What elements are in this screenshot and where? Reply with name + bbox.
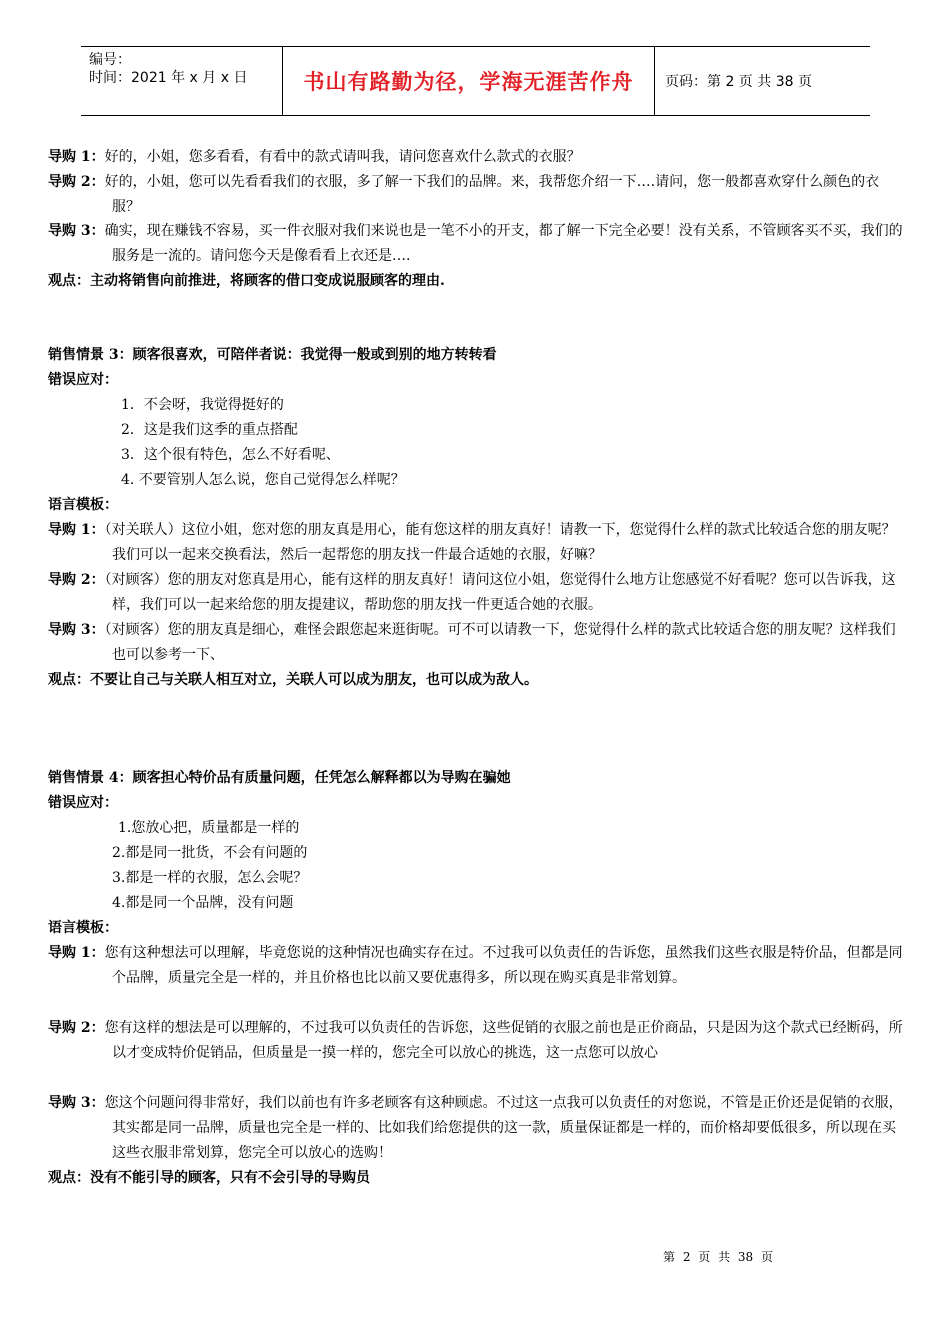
s2-guide-2-label: 导购 2： [48,174,105,190]
s3-wrong-item-3: 3．这个很有特色，怎么不好看呢、 [121,447,340,463]
s4-guide-1 [48,941,904,991]
s3-wrong-label: 错误应对： [48,372,118,388]
s2-guide-3 [48,219,904,269]
s4-wrong-label: 错误应对： [48,795,118,811]
s4-guide-2 [48,1016,904,1066]
s3-wrong-item-1: 1．不会呀，我觉得挺好的 [121,397,284,413]
s3-guide-3 [48,618,904,668]
header-motto-cell [283,47,655,115]
page-footer: 第 2 页 共 38 页 [663,1250,773,1264]
s4-guide-1-text: 您有这种想法可以理解，毕竟您说的这种情况也确实存在过。不过我可以负责任的告诉您，虽然我们这些衣服是特价品，但都是同个品牌，质量完全是一样的，并且价格也比以前又要优惠得多，所以现在购买真是非常划算。 [104,945,903,986]
s4-template-label: 语言模板： [48,920,118,936]
s4-wrong-item-2: 2.都是同一批货，不会有问题的 [112,845,308,861]
s3-guide-3-text: （对顾客）您的朋友真是细心，难怪会跟您起来逛街呢。可不可以请教一下，您觉得什么样的款式比较适合您的朋友呢？这样我们也可以参考一下、 [104,622,896,663]
s4-viewpoint: 观点：没有不能引导的顾客，只有不会引导的导购员 [48,1170,370,1186]
s3-guide-3-label: 导购 3： [48,622,105,638]
s3-guide-2-label: 导购 2： [48,572,105,588]
s2-viewpoint: 观点：主动将销售向前推进，将顾客的借口变成说服顾客的理由. [48,273,445,289]
s3-guide-2-text: （对顾客）您的朋友对您真是用心，能有这样的朋友真好！请问这位小姐，您觉得什么地方让您感觉不好看呢？您可以告诉我，这样，我们可以一起来给您的朋友提建议，帮助您的朋友找一件更适合她的衣服。 [104,572,896,613]
page-header [81,46,870,116]
s4-guide-2-label: 导购 2： [48,1020,105,1036]
s2-guide-2 [48,170,904,220]
s4-wrong-item-3: 3.都是一样的衣服，怎么会呢？ [112,870,308,886]
s3-guide-2 [48,568,904,618]
s2-guide-3-text: 确实，现在赚钱不容易，买一件衣服对我们来说也是一笔不小的开支，都了解一下完全必要！没有关系，不管顾客买不买，我们的服务是一流的。请问您今天是像看看上衣还是…. [104,223,903,264]
s2-guide-3-label: 导购 3： [48,223,105,239]
s4-wrong-item-4: 4.都是同一个品牌，没有问题 [112,895,294,911]
s3-guide-1 [48,518,904,568]
s3-title: 销售情景 3：顾客很喜欢，可陪伴者说：我觉得一般或到别的地方转转看 [48,347,497,363]
s4-guide-3-text: 您这个问题问得非常好，我们以前也有许多老顾客有这种顾虑。不过这一点我可以负责任的对您说，不管是正价还是促销的衣服，其实都是同一品牌，质量也完全是一样的、比如我们给您提供的这一款，质量保证都是一样的，而价格却要低很多，所以现在买这些衣服非常划算，您完全可以放心的选购！ [104,1095,903,1161]
s3-template-label: 语言模板： [48,497,118,513]
header-info-cell [81,47,283,115]
doc-number-label: 编号： [89,52,131,68]
s2-guide-1-label: 导购 1： [48,149,105,165]
s4-guide-2-text: 您有这样的想法是可以理解的，不过我可以负责任的告诉您，这些促销的衣服之前也是正价商品，只是因为这个款式已经断码，所以才变成特价促销品，但质量是一摸一样的，您完全可以放心的挑选，这一点您可以放心 [104,1020,903,1061]
s4-wrong-item-1: 1.您放心把，质量都是一样的 [118,820,300,836]
header-page-label: 页码：第 2 页 共 38 页 [665,74,812,90]
s2-guide-2-text: 好的，小姐，您可以先看看我们的衣服，多了解一下我们的品牌。来，我帮您介绍一下….请问，您一般都喜欢穿什么颜色的衣服？ [104,174,880,215]
s3-viewpoint: 观点：不要让自己与关联人相互对立，关联人可以成为朋友，也可以成为敌人。 [48,672,538,688]
s3-guide-1-label: 导购 1： [48,522,105,538]
s4-guide-1-label: 导购 1： [48,945,105,961]
s2-guide-1 [48,145,904,170]
s4-guide-3-label: 导购 3： [48,1095,105,1111]
s4-guide-3 [48,1091,904,1166]
s3-wrong-item-2: 2．这是我们这季的重点搭配 [121,422,298,438]
s3-guide-1-text: （对关联人）这位小姐，您对您的朋友真是用心，能有您这样的朋友真好！请教一下，您觉得什么样的款式比较适合您的朋友呢？我们可以一起来交换看法，然后一起帮您的朋友找一件最合适她的衣服，好嘛？ [104,522,896,563]
s4-title: 销售情景 4：顾客担心特价品有质量问题，任凭怎么解释都以为导购在骗她 [48,770,511,786]
doc-time-label: 时间：2021 年 x 月 x 日 [89,70,248,86]
s2-guide-1-text: 好的，小姐，您多看看，有看中的款式请叫我，请问您喜欢什么款式的衣服？ [104,149,581,165]
header-motto: 书山有路勤为径，学海无涯苦作舟 [303,70,634,94]
s3-wrong-item-4: 4. 不要管别人怎么说，您自己觉得怎么样呢？ [121,472,405,488]
